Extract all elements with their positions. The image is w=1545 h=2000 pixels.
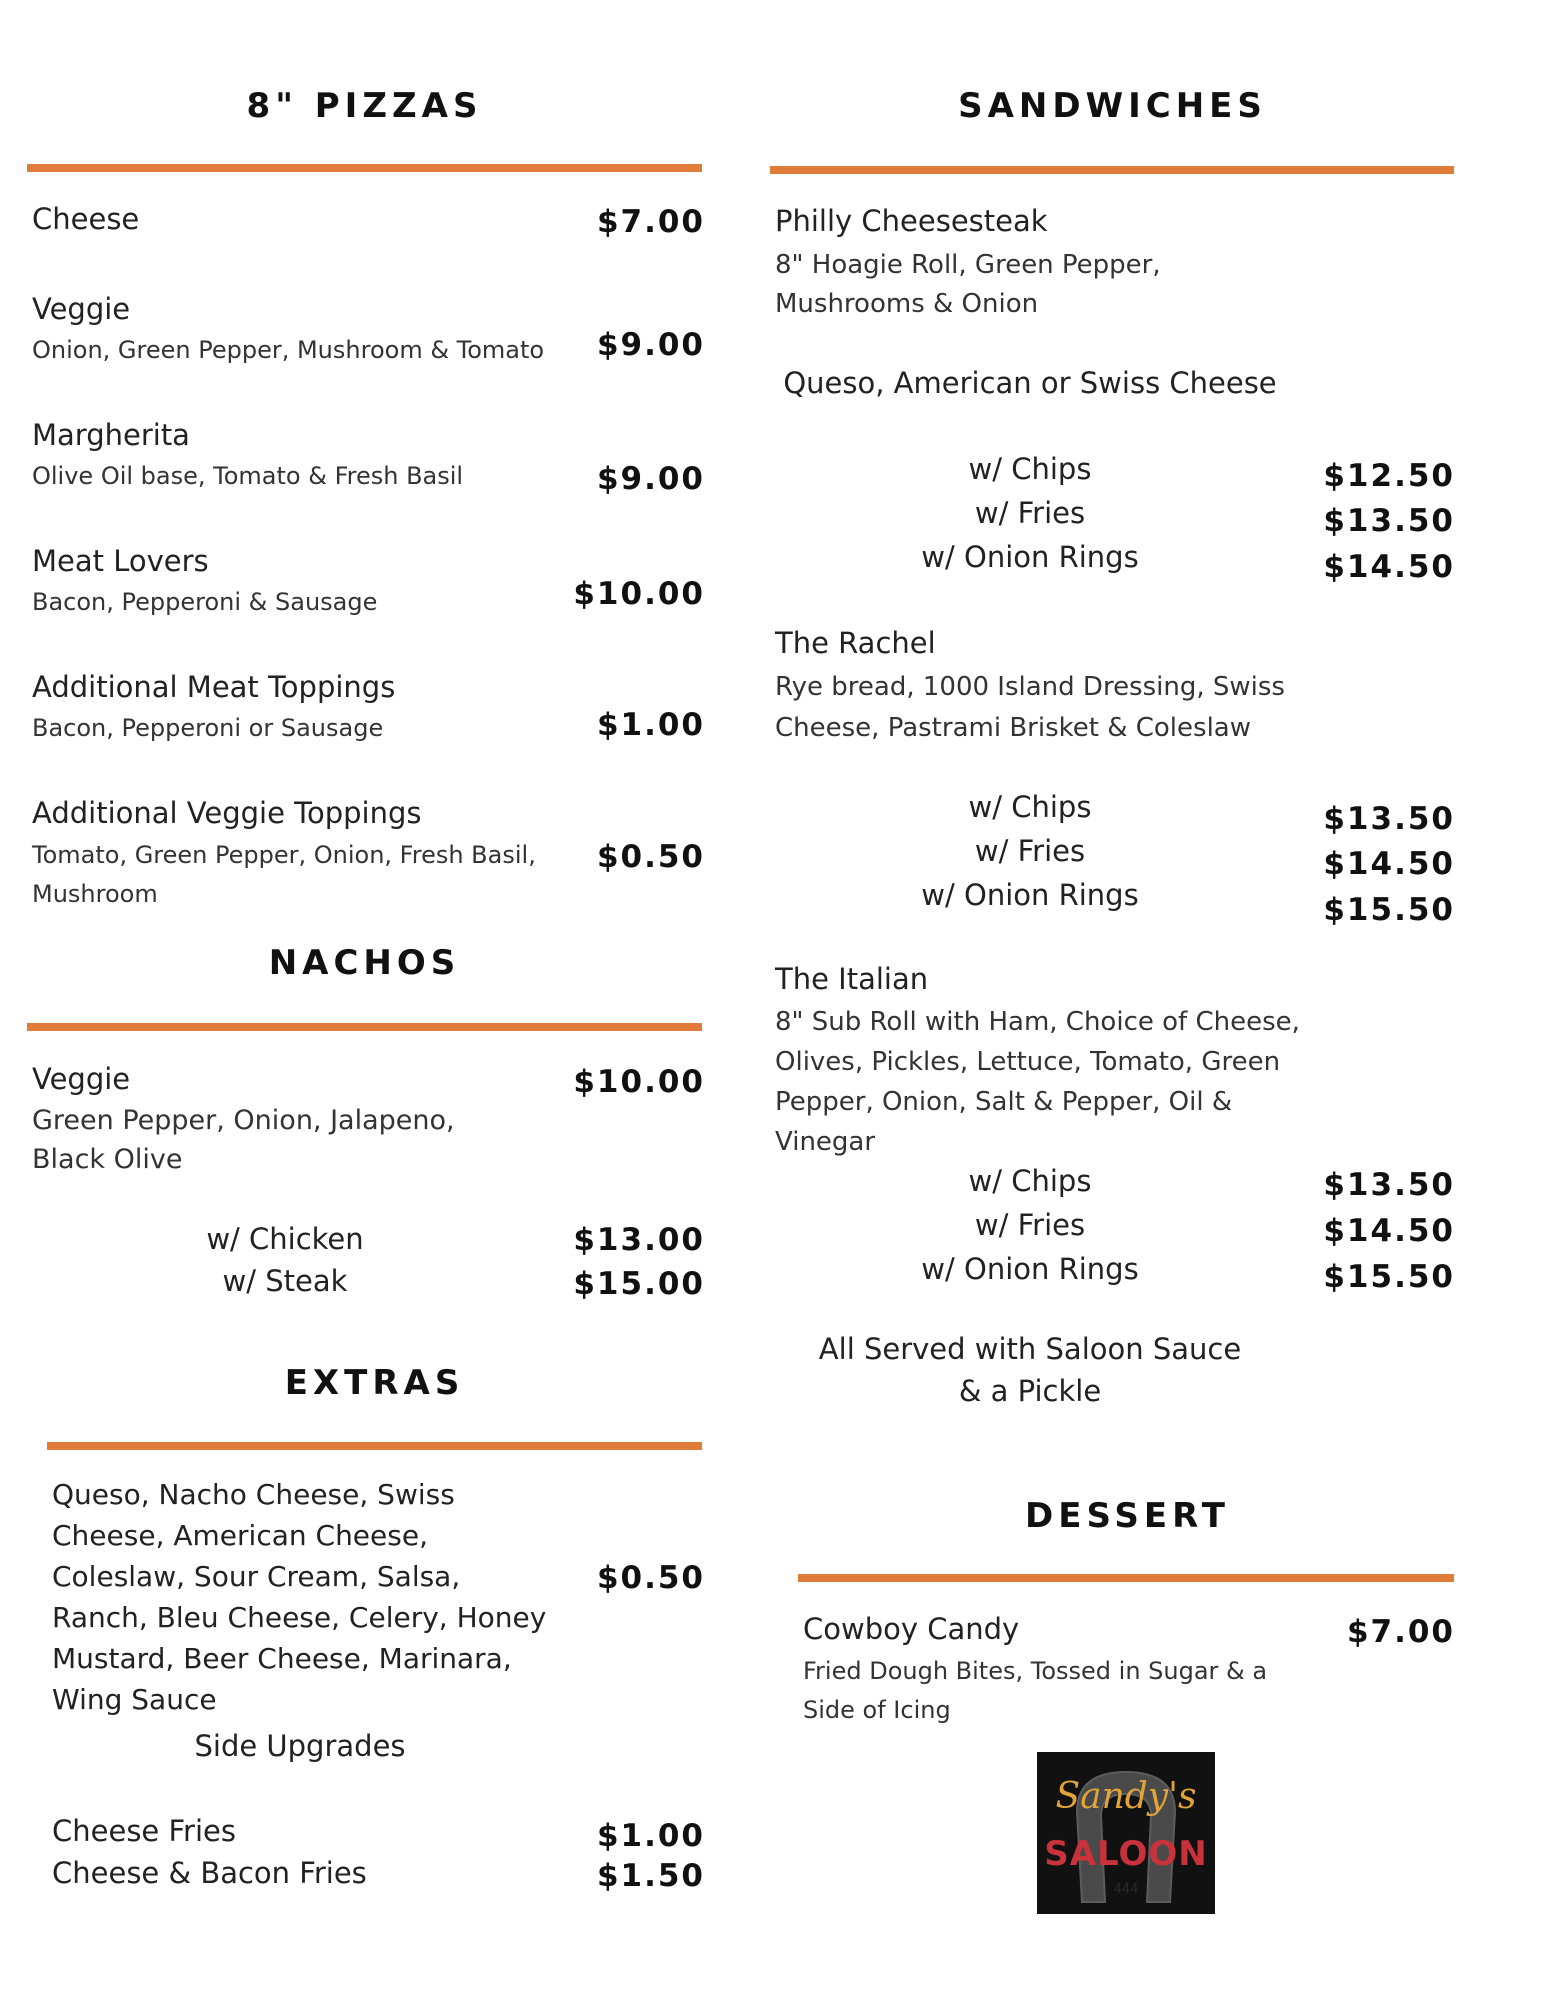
upgrade-price: $1.50: [596, 1858, 705, 1894]
menu-item-name: The Italian: [775, 962, 929, 996]
menu-item-description: Fried Dough Bites, Tossed in Sugar & a Side of Icing: [803, 1657, 1268, 1724]
menu-item-name: Philly Cheesesteak: [775, 204, 1048, 238]
menu-item-name: Additional Veggie Toppings: [32, 796, 422, 830]
dessert-heading: DESSERT: [1025, 1496, 1230, 1536]
option-price: $15.50: [1323, 892, 1455, 928]
upgrade-label: Cheese & Bacon Fries: [52, 1856, 367, 1890]
nachos-divider: [27, 1023, 702, 1031]
option-label: w/ Chips: [968, 452, 1092, 486]
option-price: $15.50: [1323, 1259, 1455, 1295]
served-with-note: All Served with Saloon Sauce: [818, 1332, 1242, 1366]
option-price: $15.00: [573, 1266, 705, 1302]
menu-item-description: 8" Sub Roll with Ham, Choice of Cheese, Olives, Pickles, Lettuce, Tomato, Green Pepper, Onion, Salt & Pepper, Oil & Vinegar: [775, 1007, 1300, 1157]
menu-item-price: $10.00: [573, 1064, 705, 1100]
option-label: w/ Chips: [968, 790, 1092, 824]
served-with-note: & a Pickle: [958, 1374, 1102, 1408]
menu-item-price: $7.00: [596, 204, 705, 240]
menu-item-description: Onion, Green Pepper, Mushroom & Tomato: [32, 336, 545, 364]
option-price: $14.50: [1323, 1213, 1455, 1249]
extras-price: $0.50: [596, 1560, 705, 1596]
extras-heading: EXTRAS: [284, 1363, 465, 1403]
upgrade-label: Cheese Fries: [52, 1814, 236, 1848]
option-label: w/ Chips: [968, 1164, 1092, 1198]
menu-item-description: Olive Oil base, Tomato & Fresh Basil: [32, 462, 464, 490]
menu-item-description: Tomato, Green Pepper, Onion, Fresh Basil, Mushroom: [32, 841, 536, 908]
menu-item-name: Meat Lovers: [32, 544, 209, 578]
extras-list: Queso, Nacho Cheese, Swiss Cheese, American Cheese, Coleslaw, Sour Cream, Salsa, Ranch, Bleu Cheese, Celery, Honey Mustard, Beer Cheese, Marinara, Wing Sauce: [52, 1478, 547, 1716]
option-label: w/ Fries: [974, 834, 1086, 868]
option-label: w/ Chicken: [206, 1222, 364, 1256]
option-label: w/ Steak: [222, 1264, 348, 1298]
nachos-heading: NACHOS: [268, 943, 461, 983]
sandwiches-heading: SANDWICHES: [958, 86, 1267, 126]
pizzas-divider: [27, 164, 702, 172]
option-price: $12.50: [1323, 458, 1455, 494]
menu-item-name: Veggie: [32, 1062, 131, 1096]
menu-item-price: $0.50: [596, 839, 705, 875]
menu-item-name: Cowboy Candy: [803, 1612, 1020, 1646]
menu-item-name: Veggie: [32, 292, 131, 326]
option-price: $13.50: [1323, 503, 1455, 539]
option-price: $13.00: [573, 1222, 705, 1258]
menu-item-description: 8" Hoagie Roll, Green Pepper, Mushrooms & Onion: [775, 250, 1161, 319]
menu-item-description: Bacon, Pepperoni or Sausage: [32, 714, 384, 742]
option-label: w/ Onion Rings: [921, 540, 1139, 574]
menu-item-description: Green Pepper, Onion, Jalapeno, Black Olive: [32, 1105, 455, 1175]
menu-item-price: $9.00: [596, 327, 705, 363]
menu-item-price: $9.00: [596, 461, 705, 497]
option-label: w/ Fries: [974, 1208, 1086, 1242]
option-price: $13.50: [1323, 1167, 1455, 1203]
logo-script-text: Sandy's: [1055, 1776, 1197, 1817]
upgrade-price: $1.00: [596, 1818, 705, 1854]
option-price: $14.50: [1323, 846, 1455, 882]
menu-item-price: $7.00: [1346, 1614, 1455, 1650]
option-label: w/ Onion Rings: [921, 878, 1139, 912]
side-upgrades-title: Side Upgrades: [194, 1729, 406, 1763]
menu-item-description: Rye bread, 1000 Island Dressing, Swiss Cheese, Pastrami Brisket & Coleslaw: [775, 672, 1285, 743]
menu-item-name: Margherita: [32, 418, 190, 452]
option-label: w/ Fries: [974, 496, 1086, 530]
saloon-logo: [1037, 1752, 1215, 1914]
menu-item-name: Cheese: [32, 202, 140, 236]
extras-divider: [47, 1442, 702, 1450]
logo-wordmark: SALOON: [1044, 1834, 1208, 1874]
pizzas-heading: 8" PIZZAS: [246, 86, 483, 126]
dessert-divider: [798, 1574, 1454, 1582]
menu-item-name: Additional Meat Toppings: [32, 670, 396, 704]
menu-item-price: $1.00: [596, 707, 705, 743]
cheese-choice: Queso, American or Swiss Cheese: [783, 366, 1277, 400]
option-price: $14.50: [1323, 549, 1455, 585]
menu-item-description: Bacon, Pepperoni & Sausage: [32, 588, 378, 616]
sandwiches-divider: [770, 166, 1454, 174]
option-price: $13.50: [1323, 801, 1455, 837]
logo-number: 444: [1113, 1882, 1139, 1897]
menu-item-name: The Rachel: [775, 626, 936, 660]
menu-item-price: $10.00: [573, 576, 705, 612]
option-label: w/ Onion Rings: [921, 1252, 1139, 1286]
